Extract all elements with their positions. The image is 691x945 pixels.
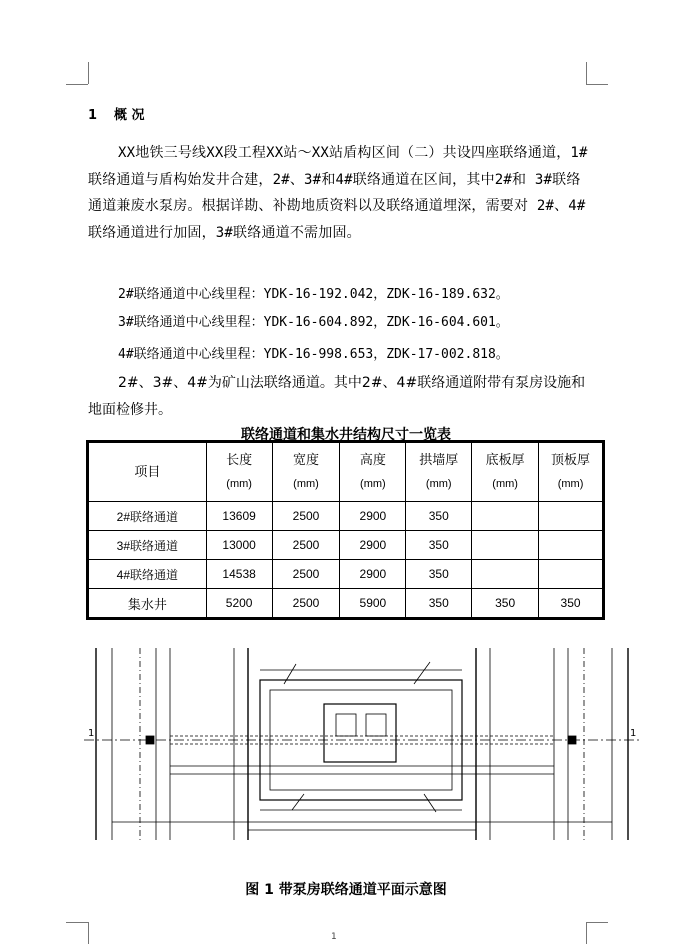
table-cell: 350	[539, 589, 603, 618]
table-cell: 2900	[340, 502, 406, 531]
table-cell: 350	[472, 589, 539, 618]
mileage-line-2: 2#联络通道中心线里程：YDK-16-192.042，ZDK-16-189.632。	[118, 287, 509, 302]
plan-drawing	[84, 644, 640, 844]
table-cell: 14538	[206, 560, 272, 589]
mileage-line-4: 4#联络通道中心线里程：YDK-16-998.653，ZDK-17-002.818。	[118, 347, 509, 362]
table-cell: 350	[406, 589, 472, 618]
table-cell: 2500	[272, 502, 340, 531]
table-row	[89, 531, 603, 560]
table-cell	[472, 560, 539, 589]
table-cell: 2900	[340, 531, 406, 560]
table-title: 联络通道和集水井结构尺寸一览表	[241, 427, 451, 443]
table-cell: 2500	[272, 589, 340, 618]
section-mark-left: 1	[88, 728, 95, 739]
table-cell: 2900	[340, 560, 406, 589]
table-cell: 350	[406, 560, 472, 589]
table-cell: 2500	[272, 560, 340, 589]
method-paragraph: 2#、3#、4#为矿山法联络通道。其中2#、4#联络通道附带有泵房设施和地面检修井。	[88, 375, 586, 418]
table-cell: 13000	[206, 531, 272, 560]
crop-mark-bottom-left	[66, 922, 88, 923]
table-cell: 4#联络通道	[89, 560, 207, 589]
crop-mark-top-left	[88, 62, 89, 84]
table-cell	[539, 502, 603, 531]
crop-mark-top-right	[586, 62, 587, 84]
page-number: 1	[331, 932, 337, 942]
header-width: 宽度 (mm)	[272, 443, 340, 502]
table-cell: 5200	[206, 589, 272, 618]
table-row	[89, 502, 603, 531]
table-cell: 5900	[340, 589, 406, 618]
table-cell	[539, 531, 603, 560]
crop-mark-top-right	[586, 84, 608, 85]
mileage-line-3: 3#联络通道中心线里程：YDK-16-604.892，ZDK-16-604.601。	[118, 315, 509, 330]
dimension-table	[88, 442, 603, 618]
section-number: 1	[88, 108, 98, 123]
section-mark-right: 1	[630, 728, 637, 739]
header-item: 项目	[89, 443, 207, 502]
table-cell	[539, 560, 603, 589]
table-row	[89, 560, 603, 589]
crop-mark-top-left	[66, 84, 88, 85]
table-cell: 350	[406, 531, 472, 560]
table-cell: 350	[406, 502, 472, 531]
section-heading	[88, 104, 145, 123]
figure-caption: 图 1 带泵房联络通道平面示意图	[245, 882, 447, 898]
header-length: 长度 (mm)	[206, 443, 272, 502]
crop-mark-bottom-right	[586, 922, 587, 944]
table-cell: 集水井	[89, 589, 207, 618]
table-cell	[472, 502, 539, 531]
header-floor-thickness: 底板厚 (mm)	[472, 443, 539, 502]
table-cell: 2#联络通道	[89, 502, 207, 531]
header-height: 高度 (mm)	[340, 443, 406, 502]
header-arch-wall-thickness: 拱墙厚 (mm)	[406, 443, 472, 502]
crop-mark-bottom-left	[88, 922, 89, 944]
table-cell	[472, 531, 539, 560]
section-title: 概 况	[114, 108, 145, 123]
table-cell: 2500	[272, 531, 340, 560]
crop-mark-bottom-right	[586, 922, 608, 923]
header-roof-thickness: 顶板厚 (mm)	[539, 443, 603, 502]
overview-paragraph: XX地铁三号线XX段工程XX站～XX站盾构区间（二）共设四座联络通道，1#联络通道与盾构始发井合建，2#、3#和4#联络通道在区间，其中2#和 3#联络通道兼废水泵房。根据详勘、补勘地质资料以及联络通道埋深，需要对 2#、4#联络通道进行加固，3#联络通道不需加固。	[88, 145, 588, 241]
table-header-row	[89, 443, 603, 502]
table-cell: 13609	[206, 502, 272, 531]
table-cell: 3#联络通道	[89, 531, 207, 560]
table-row	[89, 589, 603, 618]
